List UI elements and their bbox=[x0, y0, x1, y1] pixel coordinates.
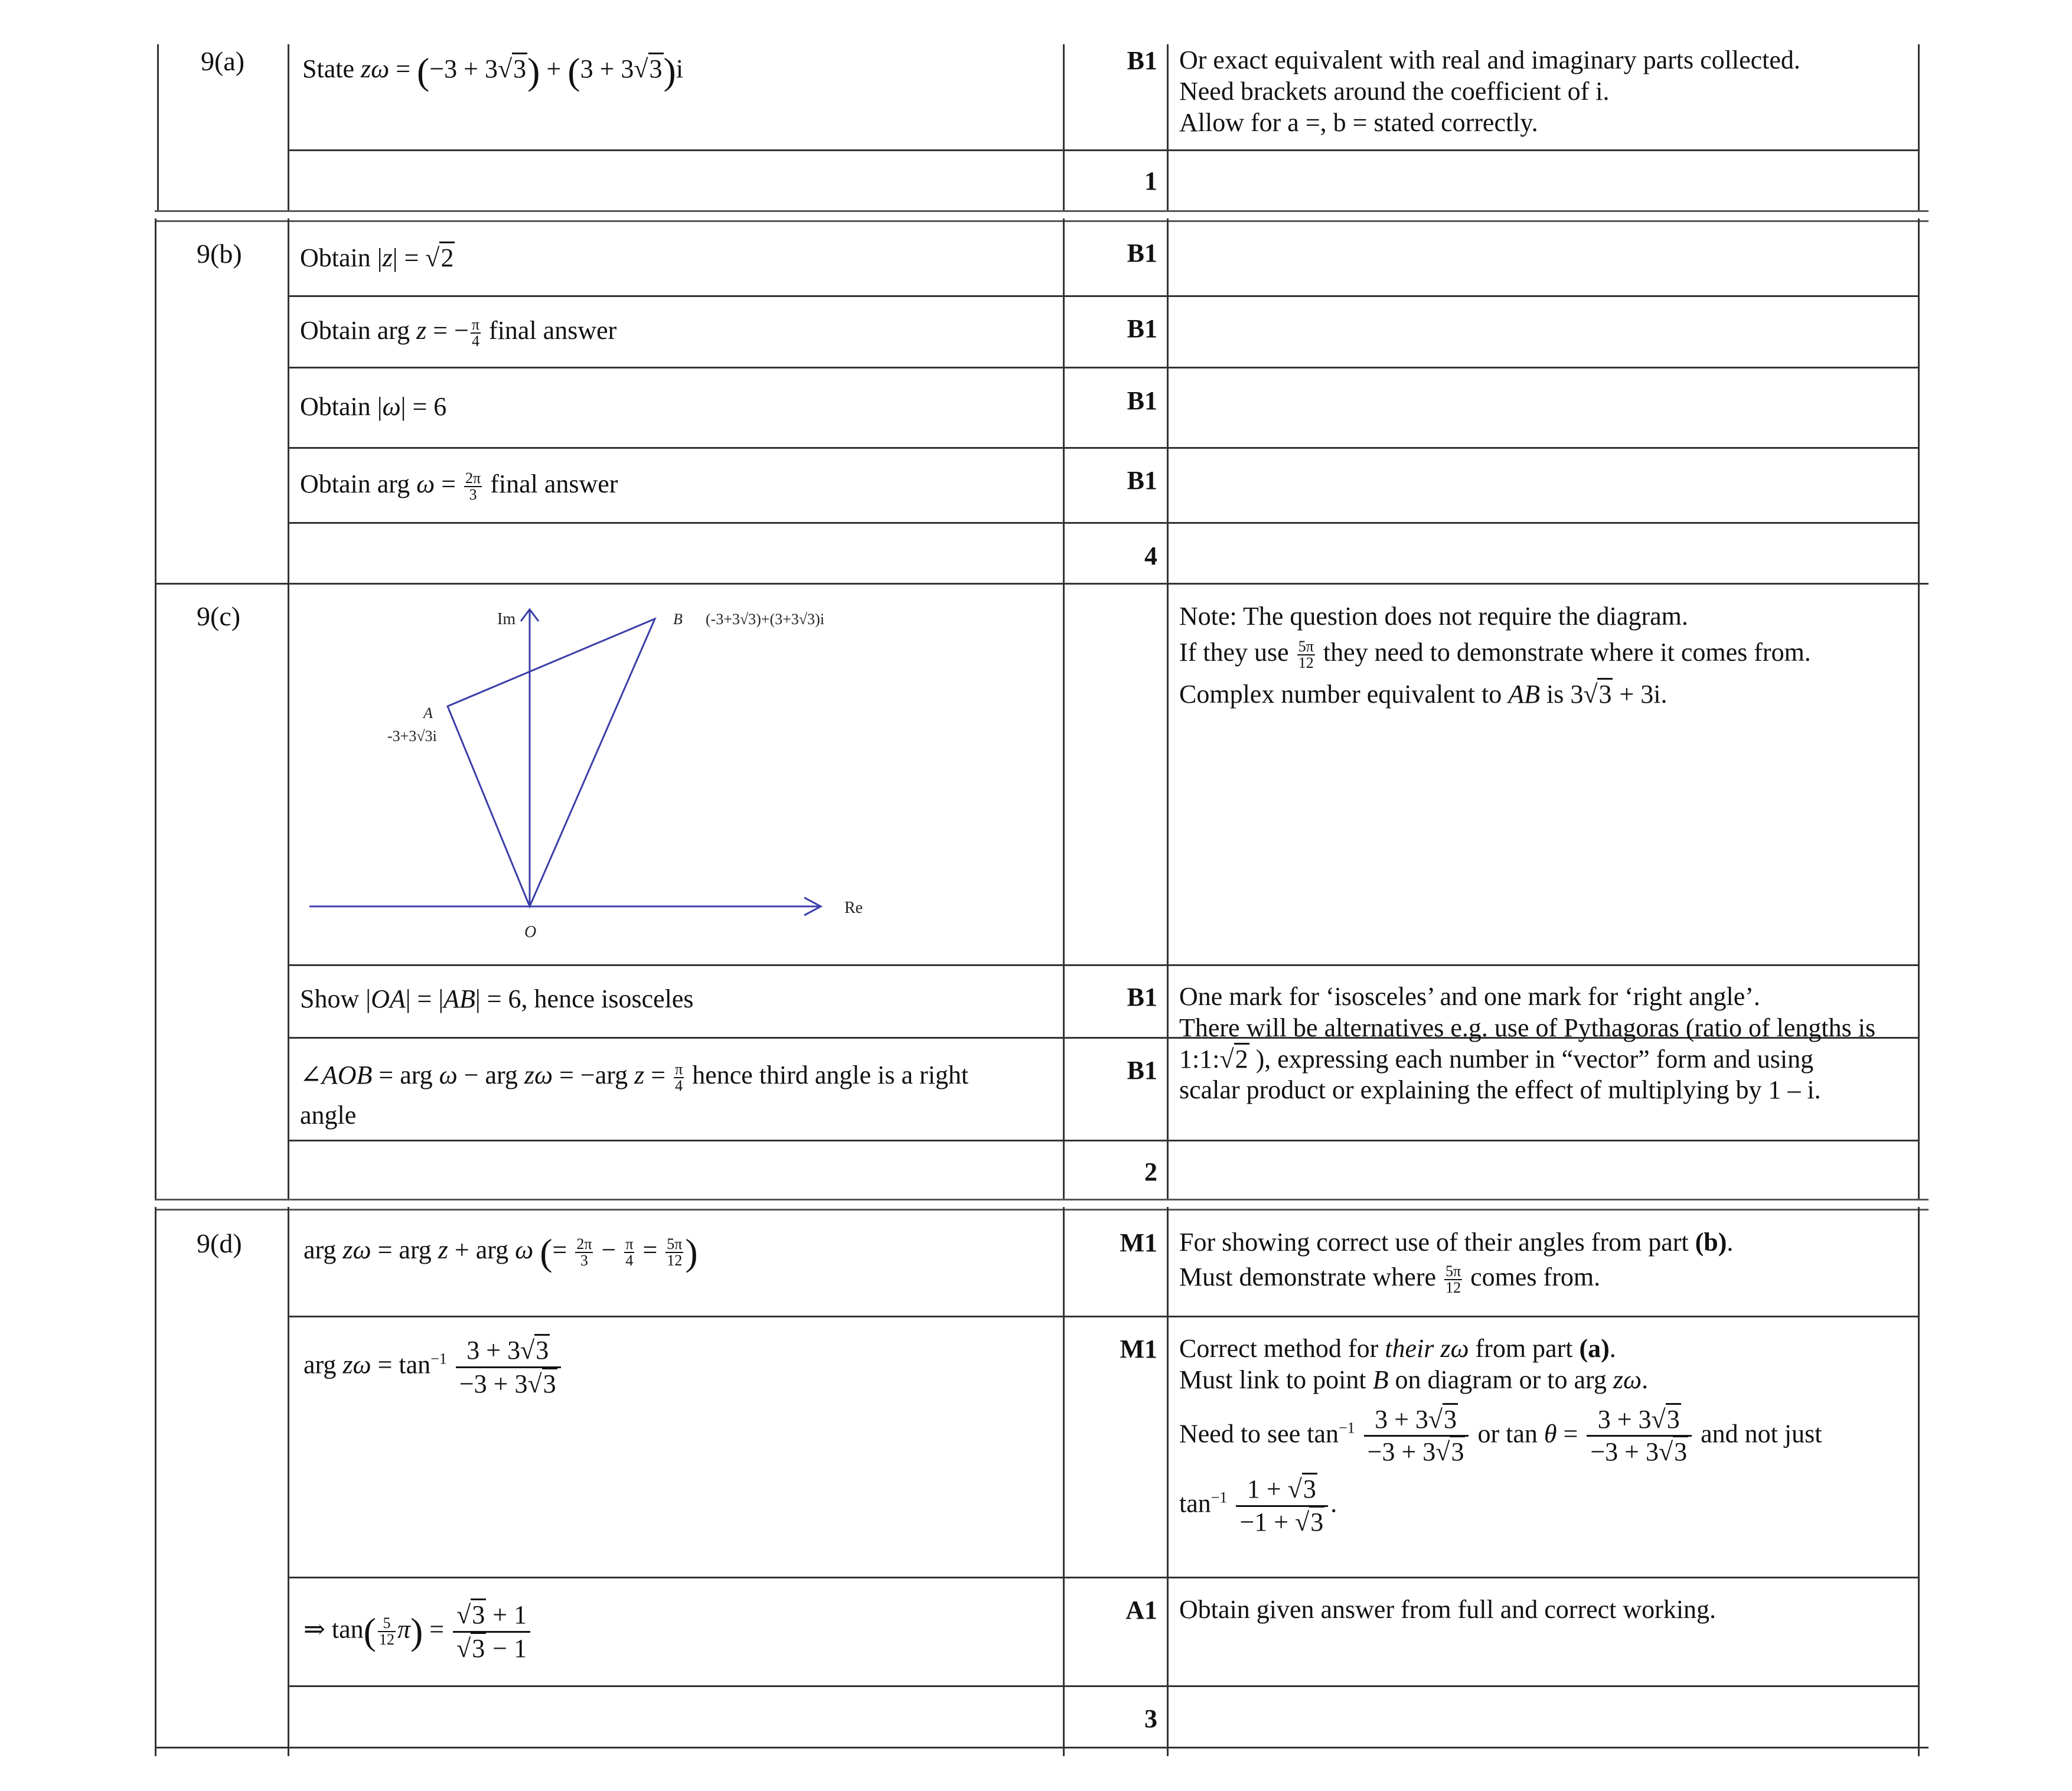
answer-row: Obtain arg ω = $\frac{2\pi}{3}$ final answer bbox=[300, 469, 618, 503]
guidance-line: 1:1:√2 ), expressing each number in “vector” form and using bbox=[1179, 1044, 1875, 1075]
argand-diagram bbox=[289, 585, 1057, 963]
total-marks: 3 bbox=[1144, 1704, 1157, 1733]
mark-code: B1 bbox=[1127, 386, 1157, 415]
guidance-notes bbox=[1179, 45, 1800, 138]
guidance-line: There will be alternatives e.g. use of Pythagoras (ratio of lengths is bbox=[1179, 1013, 1876, 1042]
answer-row: arg $z\omega = \tan^{-1}$ $\frac{3 + 3√3}{-3 + 3√3}$ bbox=[304, 1335, 563, 1399]
mark-code: M1 bbox=[1120, 1228, 1157, 1257]
answer-row: Show |OA| = |AB| = 6, hence isosceles bbox=[300, 984, 694, 1013]
re-axis-label: Re bbox=[844, 899, 863, 917]
mark-code: B1 bbox=[1127, 983, 1157, 1012]
point-b-label: B bbox=[673, 611, 683, 628]
guidance-notes bbox=[1179, 1594, 1716, 1626]
guidance-line: Allow for a =, b = stated correctly. bbox=[1179, 107, 1538, 137]
point-b-value: (-3+3√3)+(3+3√3)i bbox=[706, 611, 825, 628]
question-label: 9(b) bbox=[197, 239, 242, 269]
section-divider bbox=[155, 1199, 1929, 1211]
section-divider bbox=[155, 210, 1929, 222]
guidance-notes bbox=[1179, 981, 1875, 1106]
triangle-oab bbox=[448, 619, 655, 906]
guidance-line: For showing correct use of their angles from part (b). bbox=[1179, 1228, 1734, 1257]
guidance-line: One mark for ‘isosceles’ and one mark for ‘right angle’. bbox=[1179, 982, 1760, 1011]
note-line: Complex number equivalent to AB is 3√3 + 3i. bbox=[1179, 679, 1811, 710]
guidance-notes bbox=[1179, 1333, 1822, 1538]
point-a-value: -3+3√3i bbox=[387, 728, 437, 745]
mark-code: B1 bbox=[1127, 46, 1157, 75]
total-marks: 1 bbox=[1144, 167, 1157, 195]
mark-code: B1 bbox=[1127, 1056, 1157, 1085]
origin-label: O bbox=[524, 923, 537, 941]
note-line: If they use $\frac{5\pi}{12}$ they need to demonstrate where it comes from. bbox=[1179, 637, 1811, 671]
point-a-label: A bbox=[423, 704, 433, 722]
diagram-note bbox=[1179, 601, 1811, 710]
question-label: 9(d) bbox=[197, 1228, 242, 1258]
mark-code: B1 bbox=[1127, 466, 1157, 495]
question-label: 9(c) bbox=[197, 601, 241, 631]
total-marks: 4 bbox=[1144, 541, 1157, 570]
answer-row: ⇒ tan( $\frac{5}{12}$ π) = $\frac{√3 + 1}{√3 - 1}$ bbox=[304, 1599, 533, 1664]
answer-row: ∠AOB = arg ω − arg zω = −arg z = $\frac{\pi}{4}$ hence third angle is a right angle bbox=[300, 1060, 969, 1130]
mark-code: M1 bbox=[1120, 1335, 1157, 1363]
guidance-line: Must demonstrate where $\frac{5\pi}{12}$ comes from. bbox=[1179, 1262, 1601, 1296]
answer-zw: State zω = (−3 + 3√3) + (3 + 3√3)i bbox=[302, 50, 684, 92]
total-marks: 2 bbox=[1144, 1157, 1157, 1186]
answer-row: arg zω = arg z + arg ω (= $\frac{2\pi}{3}$ − $\frac{\pi}{4}$ = $\frac{5\pi}{12}$ ) bbox=[304, 1231, 698, 1273]
answer-row: Obtain |ω| = 6 bbox=[300, 392, 447, 421]
question-label: 9(a) bbox=[201, 46, 245, 76]
answer-lead: State bbox=[302, 54, 361, 84]
answer-row: Obtain arg z = − $\frac{\pi}{4}$ final answer bbox=[300, 315, 617, 350]
guidance-line: $\tan^{-1}$ $\frac{1 + √3}{-1 + √3}$ . bbox=[1179, 1474, 1822, 1538]
note-line: Note: The question does not require the diagram. bbox=[1179, 602, 1688, 631]
guidance-line: Obtain given answer from full and correct working. bbox=[1179, 1595, 1717, 1624]
im-axis-label: Im bbox=[497, 610, 516, 628]
guidance-notes bbox=[1179, 1227, 1733, 1296]
guidance-line: Need to see $\tan^{-1}$ $\frac{3 + 3√3}{-3 + 3√3}$ or tan θ = $\frac{3 + 3√3}{-3 + 3√3}$ and not just bbox=[1179, 1404, 1822, 1469]
guidance-line: Must link to point B on diagram or to arg zω. bbox=[1179, 1365, 1649, 1394]
mark-code: A1 bbox=[1125, 1596, 1157, 1624]
guidance-line: Correct method for their zω from part (a). bbox=[1179, 1334, 1616, 1363]
mark-code: B1 bbox=[1127, 314, 1157, 343]
guidance-line: Or exact equivalent with real and imaginary parts collected. bbox=[1179, 45, 1800, 74]
guidance-line: scalar product or explaining the effect of multiplying by 1 – i. bbox=[1179, 1075, 1821, 1105]
mark-code: B1 bbox=[1127, 239, 1157, 267]
answer-row: Obtain |z| = √2 bbox=[300, 242, 455, 274]
guidance-line: Need brackets around the coefficient of i. bbox=[1179, 76, 1610, 106]
